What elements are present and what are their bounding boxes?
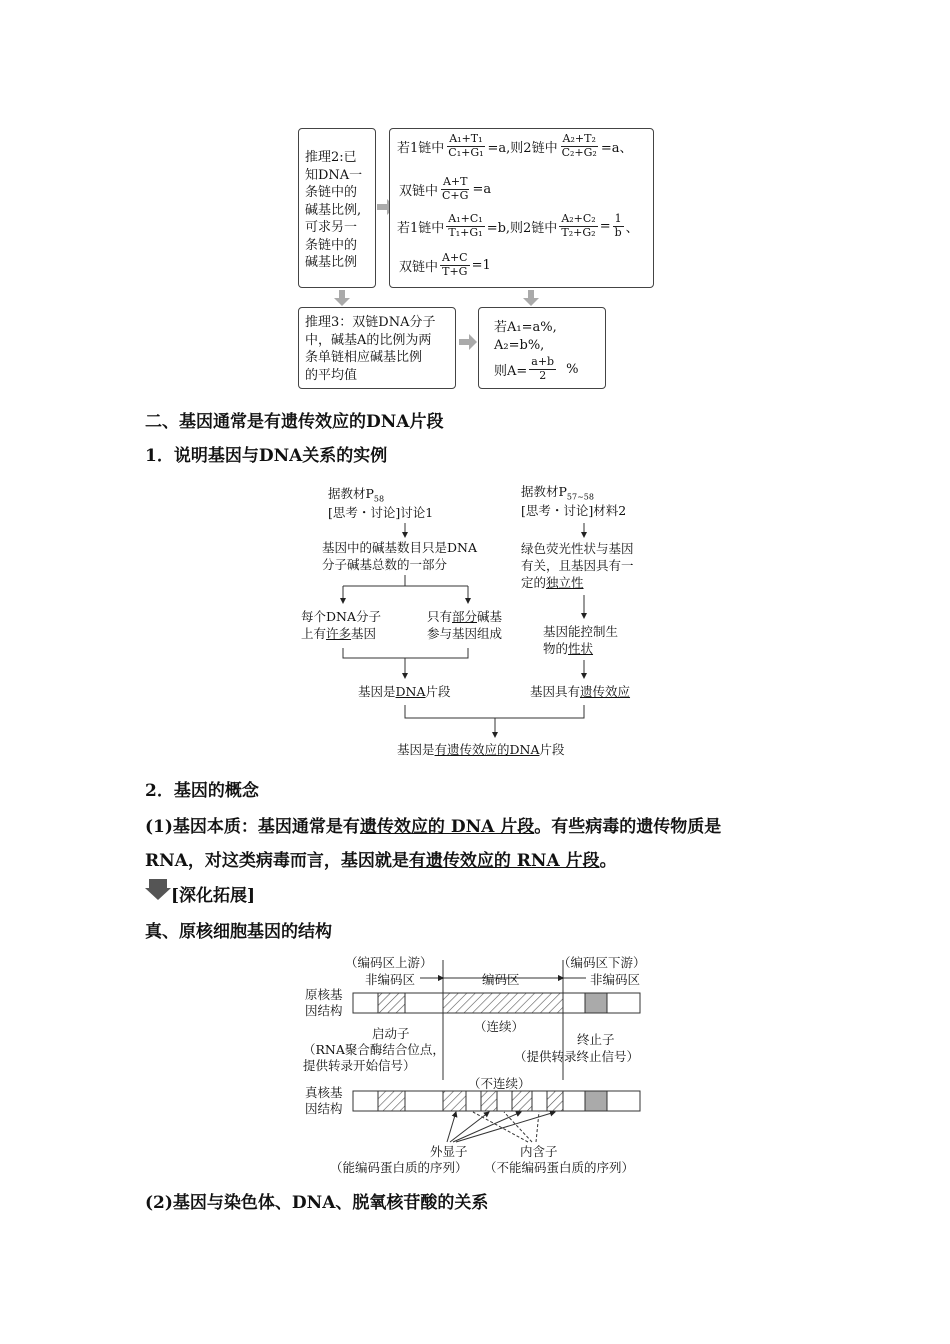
inference3-box bbox=[298, 307, 456, 389]
paragraph-1: (1)基因本质：基因通常是有遗传效应的 DNA 片段。有些病毒的遗传物质是 bbox=[145, 817, 722, 837]
downstream-label: （编码区下游） bbox=[558, 955, 646, 970]
deepen-icon bbox=[145, 877, 171, 901]
inference2-line: 知DNA一 bbox=[305, 167, 363, 183]
section-title: 二、基因通常是有遗传效应的DNA片段 bbox=[145, 412, 444, 432]
structure-title: 真、原核细胞基因的结构 bbox=[145, 922, 332, 942]
flow-left-right: 只有部分碱基 参与基因组成 bbox=[427, 609, 503, 641]
noncoding-left-label: 非编码区 bbox=[365, 972, 416, 987]
prokaryote-bar bbox=[353, 993, 640, 1013]
eukaryote-label: 真核基 因结构 bbox=[305, 1085, 343, 1117]
promoter-label: 启动子 bbox=[372, 1026, 410, 1041]
inference2-line: 条链中的 bbox=[305, 237, 358, 253]
inference2-line: 条链中的 bbox=[305, 185, 358, 201]
flow-left-left: 每个DNA分子 上有许多基因 bbox=[301, 609, 381, 641]
inference2-line: 可求另一 bbox=[305, 220, 358, 236]
grey-arrow-down bbox=[334, 290, 539, 306]
deepen-title: [深化拓展] bbox=[171, 886, 256, 906]
flow-left-source: 据教材$P_{58}$ [思考・讨论]讨论1 bbox=[328, 486, 434, 521]
inference2-line: 碱基比例 bbox=[305, 255, 358, 271]
intron-label: 内含子 bbox=[520, 1144, 558, 1159]
flow-final: 基因是有遗传效应的DNA片段 bbox=[397, 742, 565, 757]
exon-note: （能编码蛋白质的序列） bbox=[330, 1160, 468, 1175]
sub-title-2: 2．基因的概念 bbox=[145, 781, 259, 801]
flow-left-mid: 基因中的碱基数目只是DNA 分子碱基总数的一部分 bbox=[322, 540, 477, 572]
inference3-line: 推理3：双链DNA分子 bbox=[305, 315, 436, 330]
formula-line-1: 若1链中 $\frac{\text{A₁+T₁}}{\text{C₁+G₁}}$ =a,则2链中 $\frac{\text{A₂+T₂}}{\text{C₂+G₂}}$ =a、 bbox=[397, 132, 633, 159]
noncoding-right-label: 非编码区 bbox=[590, 972, 641, 987]
exon-label: 外显子 bbox=[430, 1144, 468, 1159]
inference3-line: 条单链相应碱基比例 bbox=[305, 350, 423, 366]
flow-left-conclusion: 基因是DNA片段 bbox=[358, 684, 451, 699]
formula-line-3: 若1链中 $\frac{\text{A₁+C₁}}{\text{T₁+G₁}}$ =b,则2链中 $\frac{\text{A₂+C₂}}{\text{T₂+G₂}}$ = $\frac{1}{b}$ 、 bbox=[397, 212, 639, 239]
upstream-label: （编码区上游） bbox=[345, 955, 433, 970]
continuous-label: （连续） bbox=[474, 1019, 525, 1034]
eukaryote-bar bbox=[353, 1091, 640, 1111]
terminator-note: （提供转录终止信号） bbox=[514, 1049, 640, 1064]
flow-right-1: 绿色荧光性状与基因 有关，且基因具有一 定的独立性 bbox=[521, 541, 634, 590]
promoter-note: （RNA聚合酶结合位点， 提供转录开始信号） bbox=[303, 1042, 445, 1074]
formula-line-4: 双链中 $\frac{A+C}{T+G}$ =1 bbox=[399, 251, 491, 278]
discontinuous-label: （不连续） bbox=[468, 1076, 531, 1091]
prokaryote-label: 原核基 因结构 bbox=[305, 987, 343, 1019]
intron-note: （不能编码蛋白质的序列） bbox=[484, 1160, 635, 1175]
paragraph-3: (2)基因与染色体、DNA、脱氧核苷酸的关系 bbox=[145, 1193, 489, 1213]
paragraph-2: RNA，对这类病毒而言，基因就是有遗传效应的 RNA 片段。 bbox=[145, 851, 617, 871]
result-line-3: 则A= $\frac{a+b}{2}$ % bbox=[494, 355, 579, 382]
terminator-label: 终止子 bbox=[577, 1032, 615, 1047]
inference3-line: 中，碱基A的比例为两 bbox=[305, 332, 432, 348]
formula-line-2: 双链中 $\frac{A+T}{C+G}$ =a bbox=[399, 175, 492, 202]
inference2-line: 碱基比例, bbox=[305, 202, 362, 218]
flow-right-conclusion: 基因具有遗传效应 bbox=[530, 684, 631, 699]
flow-right-source: 据教材$P_{57\sim 58}$ [思考・讨论]材料2 bbox=[521, 484, 627, 519]
coding-label: 编码区 bbox=[482, 972, 520, 987]
inference2-line: 推理2:已 bbox=[305, 150, 357, 165]
inference3-line: 的平均值 bbox=[305, 367, 358, 383]
result-line-2: A₂=b%, bbox=[494, 338, 545, 353]
flow-right-2: 基因能控制生 物的性状 bbox=[543, 624, 619, 656]
exon-intron-pointers bbox=[447, 1112, 555, 1142]
result-line-1: 若A₁=a%, bbox=[494, 320, 557, 335]
inference2-box bbox=[298, 128, 376, 288]
sub-title-1: 1．说明基因与DNA关系的实例 bbox=[145, 446, 388, 466]
